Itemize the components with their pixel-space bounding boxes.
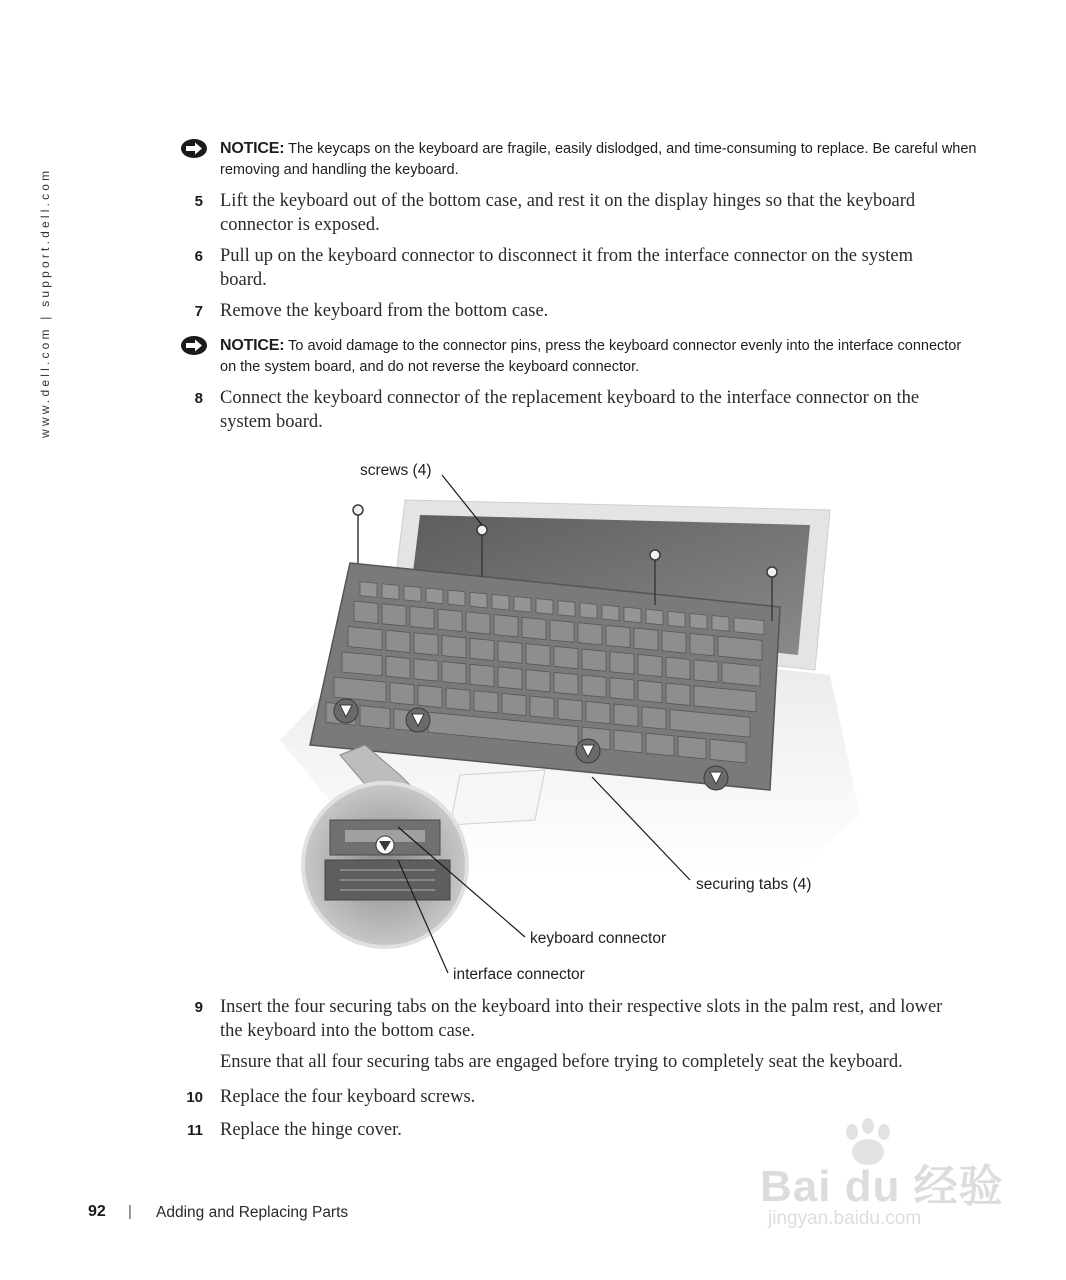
section-title: Adding and Replacing Parts [156,1204,349,1221]
watermark-logo: Bai du 经验 [760,1162,1004,1211]
watermark-url: jingyan.baidu.com [768,1208,922,1229]
keyboard-figure [270,455,870,995]
step-number: 8 [194,390,203,407]
side-url: www.dell.com | support.dell.com [38,167,52,438]
step-number: 6 [194,248,203,265]
step-number: 10 [186,1089,203,1106]
footer-separator: | [128,1203,132,1220]
step-9-note: Ensure that all four securing tabs are engaged before trying to completely seat the keyboard. [220,1052,903,1072]
step-number: 5 [194,193,203,210]
callout-securing-tabs: securing tabs (4) [696,876,812,893]
touchpad [450,770,545,825]
notice-text: The keycaps on the keyboard are fragile, easily dislodged, and time-consuming to replace. Be careful when removing and handling the keyboard. [220,141,977,178]
notice-text: To avoid damage to the connector pins, press the keyboard connector evenly into the interface connector on the system board, and do not reverse the keyboard connector. [220,338,962,375]
callout-screws: screws (4) [360,462,432,479]
step-text: Replace the hinge cover. [220,1120,402,1140]
step-text: Insert the four securing tabs on the keyboard into their respective slots in the palm rest, and lower the keyboard into the bottom case. [220,997,943,1041]
step-text: Replace the four keyboard screws. [220,1087,476,1107]
notice-label: NOTICE: [220,337,285,354]
callout-keyboard-connector: keyboard connector [530,930,667,947]
step-text: Remove the keyboard from the bottom case. [220,301,549,321]
step-number: 11 [187,1122,203,1139]
keyboard-illustration [270,455,870,995]
step-text: Pull up on the keyboard connector to disconnect it from the interface connector on the system board. [220,246,914,290]
notice-label: NOTICE: [220,140,285,157]
step-number: 7 [194,303,203,320]
step-text: Lift the keyboard out of the bottom case, and rest it on the display hinges so that the keyboard connector is exposed. [220,191,916,235]
notice-icon [180,138,208,159]
step-text: Connect the keyboard connector of the replacement keyboard to the interface connector on the system board. [220,388,920,432]
page-number: 92 [88,1203,106,1220]
notice-icon [180,335,208,356]
step-number: 9 [194,999,203,1016]
callout-interface-connector: interface connector [453,966,585,983]
